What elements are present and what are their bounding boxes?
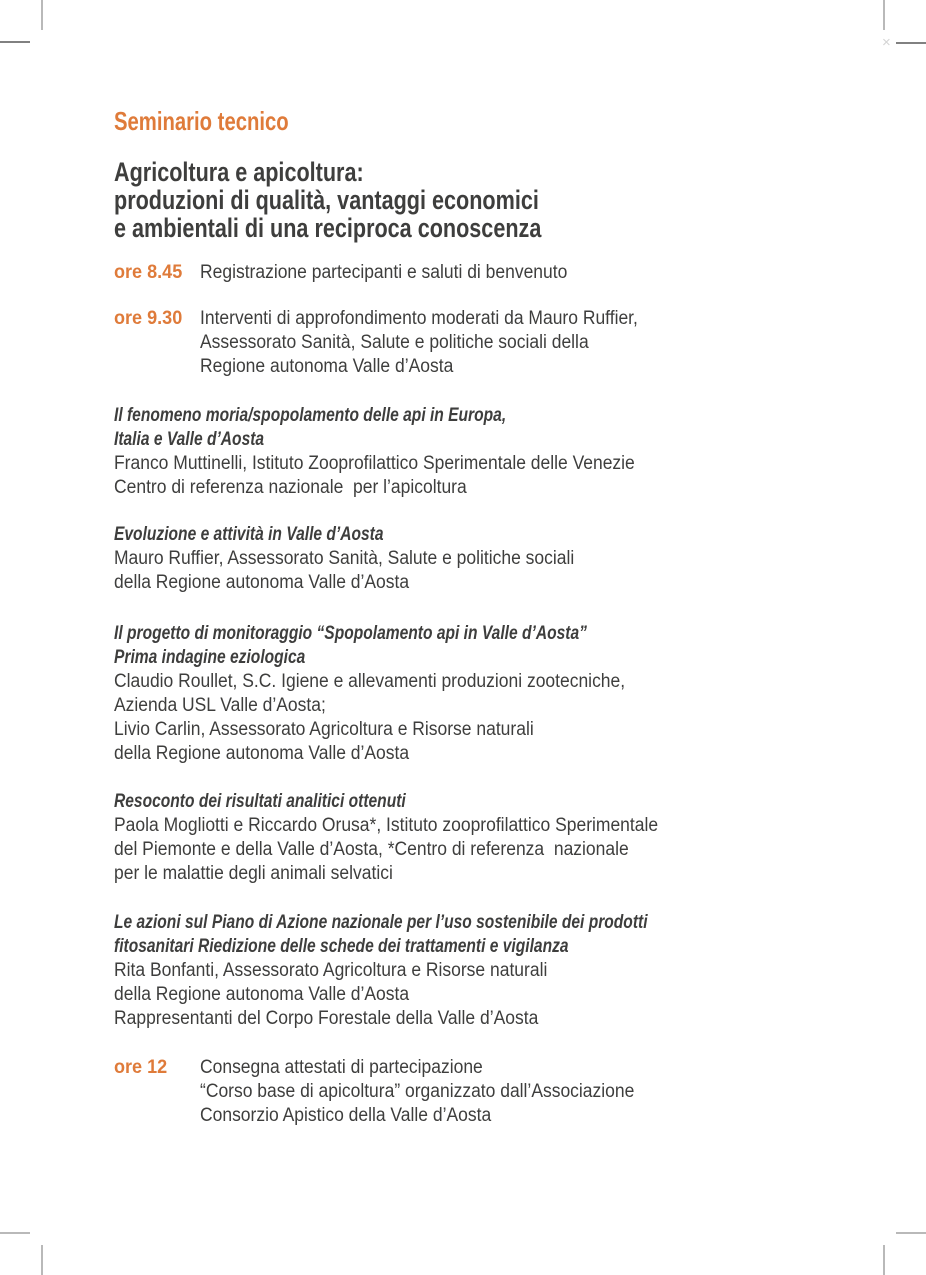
- schedule-item-930: [114, 307, 826, 379]
- time-column: [114, 307, 200, 379]
- crop-mark-bottom-left-horizontal: [0, 1232, 30, 1234]
- title-line: produzioni di qualità, vantaggi economici: [114, 185, 539, 215]
- schedule-text-line: “Corso base di apicoltura” organizzato dall’Associazione: [200, 1081, 635, 1102]
- crop-mark-bottom-right-vertical: [883, 1245, 885, 1275]
- session-body-line: Mauro Ruffier, Assessorato Sanità, Salute e politiche sociali: [114, 548, 575, 569]
- schedule-text-line: Consegna attestati di partecipazione: [200, 1057, 483, 1078]
- session-title-line: Il fenomeno moria/spopolamento delle api in Europa,: [114, 405, 507, 426]
- schedule-text-line: Interventi di approfondimento moderati da Mauro Ruffier,: [200, 308, 638, 329]
- description-column: [200, 261, 826, 285]
- session-title-line: fitosanitari Riedizione delle schede dei trattamenti e vigilanza: [114, 936, 569, 957]
- session-analytical-results: [114, 790, 826, 886]
- crop-mark-top-right-horizontal: [896, 42, 926, 44]
- schedule-text-line: Assessorato Sanità, Salute e politiche sociali della: [200, 332, 589, 353]
- session-body-line: Paola Mogliotti e Riccardo Orusa*, Istituto zooprofilattico Sperimentale: [114, 815, 659, 836]
- time-label: ore 12: [114, 1057, 168, 1078]
- session-body-line: Rappresentanti del Corpo Forestale della Valle d’Aosta: [114, 1008, 539, 1029]
- title-line: e ambientali di una reciproca conoscenza: [114, 213, 542, 243]
- kicker: Seminario tecnico: [114, 106, 289, 136]
- session-title-line: Le azioni sul Piano di Azione nazionale per l’uso sostenibile dei prodotti: [114, 912, 648, 933]
- crop-mark-top-left-vertical: [41, 0, 43, 30]
- time-label: ore 9.30: [114, 308, 183, 329]
- crop-mark-bottom-right-horizontal: [896, 1232, 926, 1234]
- title-line: Agricoltura e apicoltura:: [114, 157, 364, 187]
- session-monitoring-project: [114, 622, 826, 766]
- session-body-line: Centro di referenza nazionale per l’apicoltura: [114, 477, 467, 498]
- crop-mark-top-right-vertical: [883, 0, 885, 30]
- session-title-line: Prima indagine eziologica: [114, 647, 306, 668]
- session-body-line: Claudio Roullet, S.C. Igiene e allevamenti produzioni zootecniche,: [114, 671, 626, 692]
- session-body-line: Livio Carlin, Assessorato Agricoltura e Risorse naturali: [114, 719, 534, 740]
- crop-mark-top-left-horizontal: [0, 41, 30, 43]
- time-column: [114, 261, 200, 285]
- seminar-program: [114, 106, 826, 1128]
- session-body-line: della Regione autonoma Valle d’Aosta: [114, 743, 410, 764]
- page-title: [114, 158, 826, 242]
- session-title-line: Italia e Valle d’Aosta: [114, 429, 265, 450]
- session-body-line: della Regione autonoma Valle d’Aosta: [114, 572, 410, 593]
- session-title-line: Resoconto dei risultati analitici ottenuti: [114, 791, 406, 812]
- schedule-text-line: Regione autonoma Valle d’Aosta: [200, 356, 454, 377]
- session-body-line: Rita Bonfanti, Assessorato Agricoltura e Risorse naturali: [114, 960, 548, 981]
- crop-mark-bottom-left-vertical: [41, 1245, 43, 1275]
- session-national-action-plan: [114, 911, 826, 1031]
- schedule-item-12: [114, 1056, 826, 1128]
- session-title-line: Evoluzione e attività in Valle d’Aosta: [114, 524, 384, 545]
- session-body-line: della Regione autonoma Valle d’Aosta: [114, 984, 410, 1005]
- session-body-line: per le malattie degli animali selvatici: [114, 863, 393, 884]
- session-body-line: del Piemonte e della Valle d’Aosta, *Centro di referenza nazionale: [114, 839, 629, 860]
- schedule-text-line: Consorzio Apistico della Valle d’Aosta: [200, 1105, 492, 1126]
- time-column: [114, 1056, 200, 1128]
- session-bee-decline-phenomenon: [114, 404, 826, 500]
- schedule-text-line: Registrazione partecipanti e saluti di benvenuto: [200, 262, 568, 283]
- registration-cross-mark: ×: [882, 34, 891, 51]
- time-label: ore 8.45: [114, 262, 183, 283]
- description-column: [200, 1056, 826, 1128]
- session-evolution-activity: [114, 523, 826, 595]
- session-body-line: Franco Muttinelli, Istituto Zooprofilattico Sperimentale delle Venezie: [114, 453, 635, 474]
- session-title-line: Il progetto di monitoraggio “Spopolamento api in Valle d’Aosta”: [114, 623, 587, 644]
- session-body-line: Azienda USL Valle d’Aosta;: [114, 695, 326, 716]
- schedule-item-845: [114, 261, 826, 285]
- description-column: [200, 307, 826, 379]
